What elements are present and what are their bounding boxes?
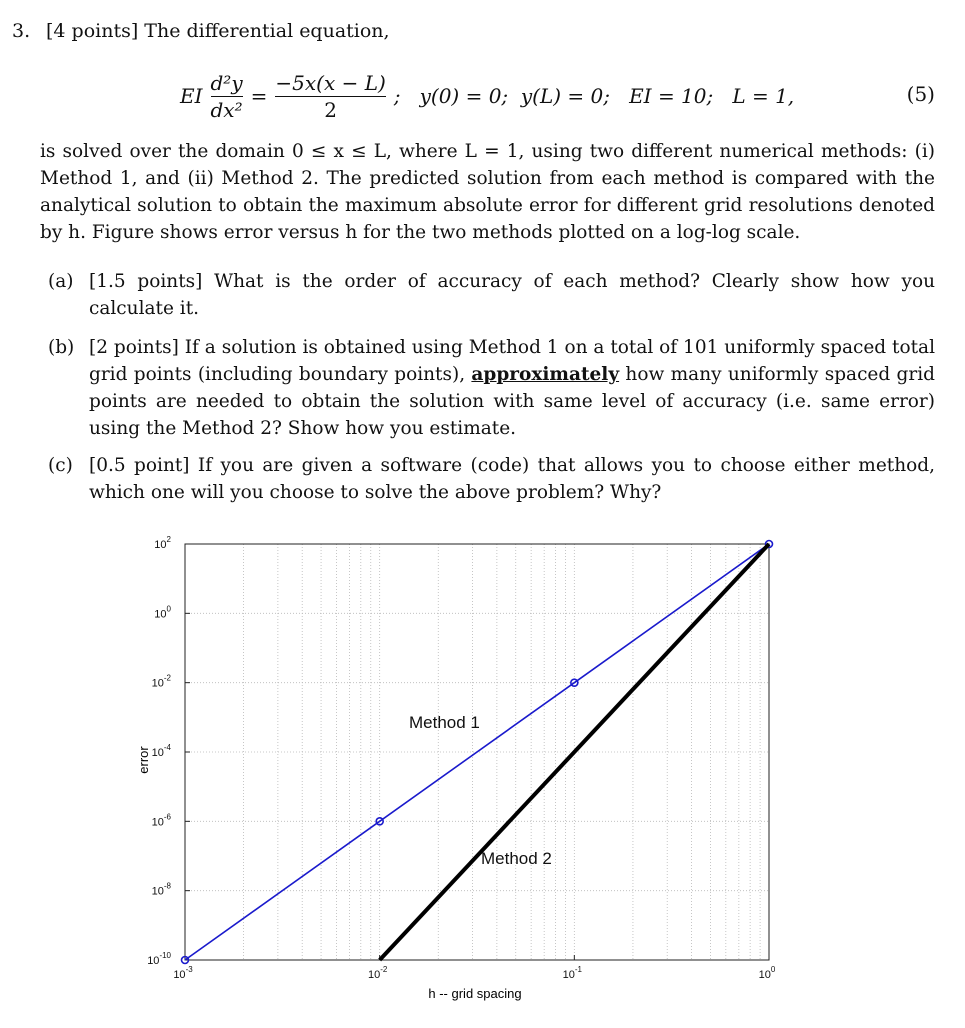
eq-rhs-fraction bbox=[275, 72, 385, 121]
y-tick-label: $10^0$ bbox=[154, 604, 171, 621]
y-tick-label: $10^{-10}$ bbox=[147, 951, 171, 967]
x-tick-label: $10^{-3}$ bbox=[173, 965, 193, 981]
error-chart bbox=[0, 520, 965, 1024]
eq-rhs-num: −5x(x − L) bbox=[275, 70, 386, 95]
part-a bbox=[48, 268, 935, 322]
part-a-label: (a) bbox=[48, 271, 74, 292]
loglog-plot bbox=[0, 520, 965, 1024]
method-2-annotation: Method 2 bbox=[481, 849, 552, 868]
x-tick-label: $10^{-1}$ bbox=[562, 965, 583, 981]
method-1-annotation: Method 1 bbox=[409, 713, 480, 732]
x-tick-label: $10^{-2}$ bbox=[367, 965, 388, 981]
eq-conditions: ; y(0) = 0; y(L) = 0; EI = 10; L = 1, bbox=[393, 84, 795, 108]
question-body: is solved over the domain 0 ≤ x ≤ L, where L = 1, using two different numerical methods: (i) Method 1, and (ii) Method 2. The predicted solution from each method is compared with the analytical solution to obtain the maximum absolute error for different grid resolutions denoted by h. Figure shows error versus h for the two methods plotted on a log-log scale. bbox=[40, 141, 935, 243]
eq-lhs-num: d²y bbox=[210, 70, 243, 95]
part-b-text-after: how many uniformly spaced grid points are needed to obtain the solution with same level of accuracy (i.e. same error) using the Method 2? Show how you estimate. bbox=[89, 364, 935, 439]
x-tick-label: $10^0$ bbox=[758, 965, 776, 981]
part-c bbox=[48, 452, 935, 506]
eq-lhs-fraction bbox=[211, 72, 243, 121]
eq-rhs-den: 2 bbox=[324, 97, 337, 122]
part-b-text-before: [2 points] If a solution is obtained using Method 1 on a total of 101 uniformly spaced total grid points (including boundary points), bbox=[89, 337, 935, 385]
y-axis-label: error bbox=[136, 746, 151, 774]
part-b-emphasis: approximately bbox=[471, 364, 620, 385]
question-number: 3. bbox=[12, 20, 31, 42]
part-b bbox=[48, 334, 935, 442]
y-tick-label: $10^{-6}$ bbox=[151, 812, 171, 829]
part-b-text bbox=[89, 334, 935, 442]
question-header bbox=[12, 18, 390, 44]
differential-equation bbox=[180, 66, 794, 126]
part-a-text: [1.5 points] What is the order of accuracy of each method? Clearly show how you calculate it. bbox=[89, 271, 935, 319]
question-title: [4 points] The differential equation, bbox=[46, 20, 390, 42]
y-tick-label: $10^2$ bbox=[154, 535, 171, 551]
x-axis-label: h -- grid spacing bbox=[428, 986, 522, 1001]
part-b-label: (b) bbox=[48, 337, 75, 358]
equation-tag: (5) bbox=[906, 82, 935, 106]
eq-equals: = bbox=[250, 84, 268, 108]
eq-lhs-den: dx² bbox=[210, 97, 243, 122]
y-tick-label: $10^{-4}$ bbox=[151, 743, 171, 759]
eq-lhs-prefix: EI bbox=[180, 84, 203, 108]
y-tick-label: $10^{-8}$ bbox=[151, 881, 171, 898]
part-c-text: [0.5 point] If you are given a software (code) that allows you to choose either method, which one will you choose to solve the above problem? Why? bbox=[89, 455, 935, 503]
part-c-label: (c) bbox=[48, 455, 73, 476]
y-tick-label: $10^{-2}$ bbox=[151, 673, 171, 690]
